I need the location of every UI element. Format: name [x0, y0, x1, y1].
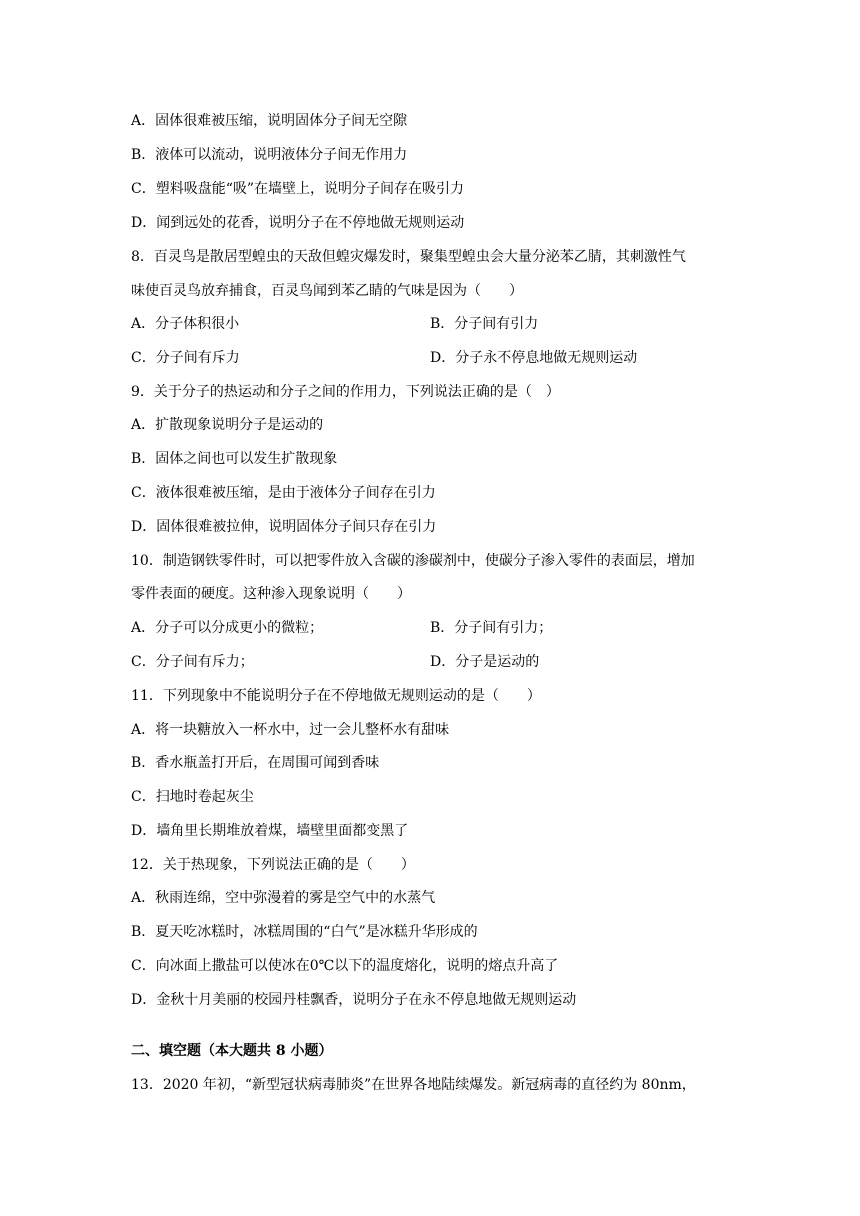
q10-option-a: A．分子可以分成更小的微粒；: [131, 620, 324, 636]
q9-stem: 9．关于分子的热运动和分子之间的作用力，下列说法正确的是（ ）: [131, 384, 560, 400]
q11-option-d: D．墙角里长期堆放着煤，墙壁里面都变黑了: [131, 823, 409, 839]
q11-option-a: A．将一块糖放入一杯水中，过一会儿整杯水有甜味: [131, 722, 450, 738]
q8-option-c: C．分子间有斥力: [131, 350, 240, 366]
q10-option-b: B．分子间有引力；: [430, 620, 553, 636]
q9-option-c: C．液体很难被压缩，是由于液体分子间存在引力: [131, 485, 436, 501]
q13-stem: 13．2020 年初，“新型冠状病毒肺炎”在世界各地陆续爆发。新冠病毒的直径约为 80nm，: [131, 1077, 696, 1093]
q9-option-a: A．扩散现象说明分子是运动的: [131, 417, 324, 433]
q7-option-b: B．液体可以流动，说明液体分子间无作用力: [131, 147, 408, 163]
q12-stem: 12．关于热现象，下列说法正确的是（ ）: [131, 857, 415, 873]
q8-option-a: A．分子体积很小: [131, 316, 240, 332]
q12-option-b: B．夏天吃冰糕时，冰糕周围的“白气”是冰糕升华形成的: [131, 924, 478, 940]
section-heading: 二、填空题（本大题共 8 小题）: [131, 1043, 333, 1059]
q9-option-d: D．固体很难被拉伸，说明固体分子间只存在引力: [131, 519, 437, 535]
q11-option-c: C．扫地时卷起灰尘: [131, 789, 254, 805]
q7-option-c: C．塑料吸盘能“吸”在墙壁上，说明分子间存在吸引力: [131, 181, 465, 197]
q12-option-d: D．金秋十月美丽的校园丹桂飘香，说明分子在永不停息地做无规则运动: [131, 992, 577, 1008]
q10-stem-line1: 10．制造钢铁零件时，可以把零件放入含碳的渗碳剂中，使碳分子渗入零件的表面层，增加: [131, 553, 695, 569]
q7-option-a: A．固体很难被压缩，说明固体分子间无空隙: [131, 113, 408, 129]
q11-stem: 11．下列现象中不能说明分子在不停地做无规则运动的是（ ）: [131, 688, 541, 704]
q7-option-d: D．闻到远处的花香，说明分子在不停地做无规则运动: [131, 215, 465, 231]
q8-option-b: B．分子间有引力: [430, 316, 539, 332]
q12-option-a: A．秋雨连绵，空中弥漫着的雾是空气中的水蒸气: [131, 890, 436, 906]
q11-option-b: B．香水瓶盖打开后，在周围可闻到香味: [131, 755, 380, 771]
q10-option-c: C．分子间有斥力；: [131, 654, 254, 670]
q10-stem-line2: 零件表面的硬度。这种渗入现象说明（ ）: [131, 586, 411, 602]
q12-option-c: C．向冰面上撒盐可以使冰在0℃以下的温度熔化，说明的熔点升高了: [131, 958, 559, 974]
q8-option-d: D．分子永不停息地做无规则运动: [430, 350, 638, 366]
q8-stem-line1: 8．百灵鸟是散居型蝗虫的天敌但蝗灾爆发时，聚集型蝗虫会大量分泌苯乙腈，其刺激性气: [131, 249, 686, 265]
q10-option-d: D．分子是运动的: [430, 654, 540, 670]
q9-option-b: B．固体之间也可以发生扩散现象: [131, 451, 338, 467]
q8-stem-line2: 味使百灵鸟放弃捕食，百灵鸟闻到苯乙睛的气味是因为（ ）: [131, 283, 523, 299]
